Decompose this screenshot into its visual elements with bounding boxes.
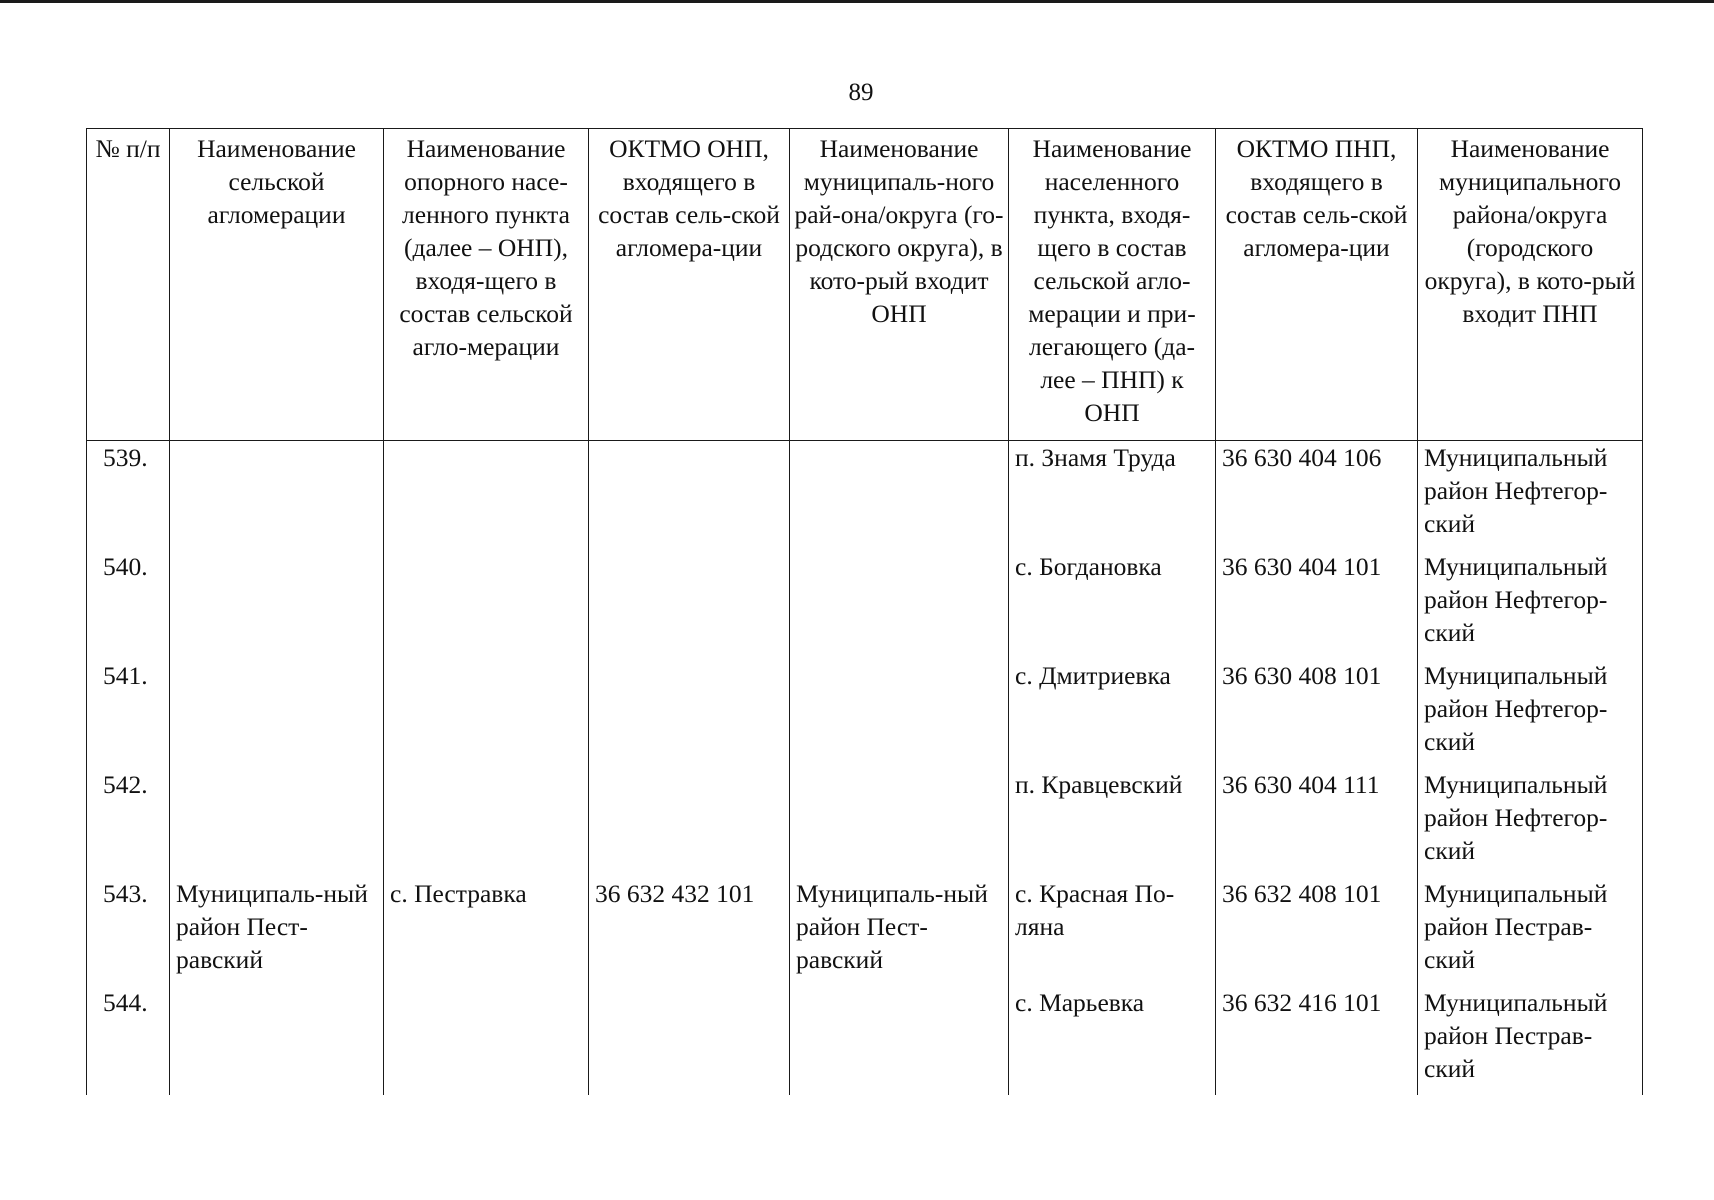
onp-oktmo-cell xyxy=(589,768,790,877)
pnp-oktmo-cell: 36 630 404 111 xyxy=(1216,768,1418,877)
onp-oktmo-cell xyxy=(589,550,790,659)
table-row xyxy=(87,768,1643,877)
pnp-name-cell: п. Кравцевский xyxy=(1009,768,1216,877)
row-number: 540. xyxy=(87,550,170,659)
agglomeration-cell xyxy=(170,550,384,659)
pnp-oktmo-cell: 36 630 404 101 xyxy=(1216,550,1418,659)
agglomeration-cell xyxy=(170,768,384,877)
column-header-pnp-name: Наименование населенного пункта, входя-щего в состав сельской агло-мерации и при-легающего (да-лее – ПНП) к ОНП xyxy=(1009,129,1216,441)
column-header-number: № п/п xyxy=(87,129,170,441)
column-header-pnp-oktmo: ОКТМО ПНП, входящего в состав сель-ской агломера-ции xyxy=(1216,129,1418,441)
onp-district-cell: Муниципаль-ный район Пест-равский xyxy=(790,877,1009,986)
row-number: 541. xyxy=(87,659,170,768)
pnp-name-cell: с. Марьевка xyxy=(1009,986,1216,1095)
pnp-oktmo-cell: 36 632 416 101 xyxy=(1216,986,1418,1095)
page-number: 89 xyxy=(848,79,874,106)
pnp-name-cell: с. Красная По-ляна xyxy=(1009,877,1216,986)
onp-district-cell xyxy=(790,550,1009,659)
column-header-agglomeration: Наименование сельской агломерации xyxy=(170,129,384,441)
table-row xyxy=(87,877,1643,986)
page-top-edge xyxy=(0,0,1714,3)
row-number: 543. xyxy=(87,877,170,986)
onp-name-cell xyxy=(384,659,589,768)
pnp-name-cell: с. Богдановка xyxy=(1009,550,1216,659)
header-row xyxy=(87,129,1643,441)
table-row xyxy=(87,550,1643,659)
pnp-district-cell: Муниципальный район Пестрав-ский xyxy=(1418,877,1643,986)
onp-name-cell xyxy=(384,441,589,551)
onp-district-cell xyxy=(790,441,1009,551)
onp-name-cell: с. Пестравка xyxy=(384,877,589,986)
pnp-district-cell: Муниципальный район Нефтегор-ский xyxy=(1418,768,1643,877)
agglomeration-table xyxy=(86,128,1643,1095)
onp-oktmo-cell: 36 632 432 101 xyxy=(589,877,790,986)
table-body xyxy=(87,441,1643,1096)
onp-district-cell xyxy=(790,768,1009,877)
row-number: 539. xyxy=(87,441,170,551)
pnp-name-cell: с. Дмитриевка xyxy=(1009,659,1216,768)
onp-name-cell xyxy=(384,768,589,877)
pnp-district-cell: Муниципальный район Нефтегор-ский xyxy=(1418,550,1643,659)
table-row xyxy=(87,986,1643,1095)
onp-oktmo-cell xyxy=(589,441,790,551)
column-header-onp-oktmo: ОКТМО ОНП, входящего в состав сель-ской агломера-ции xyxy=(589,129,790,441)
agglomeration-cell xyxy=(170,441,384,551)
agglomeration-cell xyxy=(170,986,384,1095)
pnp-district-cell: Муниципальный район Нефтегор-ский xyxy=(1418,441,1643,551)
agglomeration-cell: Муниципаль-ный район Пест-равский xyxy=(170,877,384,986)
pnp-oktmo-cell: 36 630 404 106 xyxy=(1216,441,1418,551)
onp-oktmo-cell xyxy=(589,659,790,768)
onp-name-cell xyxy=(384,986,589,1095)
table-row xyxy=(87,441,1643,551)
table-header xyxy=(87,129,1643,441)
pnp-district-cell: Муниципальный район Пестрав-ский xyxy=(1418,986,1643,1095)
column-header-onp-district: Наименование муниципаль-ного рай-она/округа (го-родского округа), в кото-рый входит ОНП xyxy=(790,129,1009,441)
column-header-onp-name: Наименование опорного насе-ленного пункта (далее – ОНП), входя-щего в состав сельской агло-мерации xyxy=(384,129,589,441)
table-row xyxy=(87,659,1643,768)
onp-name-cell xyxy=(384,550,589,659)
row-number: 544. xyxy=(87,986,170,1095)
pnp-name-cell: п. Знамя Труда xyxy=(1009,441,1216,551)
pnp-oktmo-cell: 36 632 408 101 xyxy=(1216,877,1418,986)
agglomeration-cell xyxy=(170,659,384,768)
row-number: 542. xyxy=(87,768,170,877)
column-header-pnp-district: Наименование муниципального района/округа (городского округа), в кото-рый входит ПНП xyxy=(1418,129,1643,441)
onp-district-cell xyxy=(790,986,1009,1095)
pnp-district-cell: Муниципальный район Нефтегор-ский xyxy=(1418,659,1643,768)
onp-oktmo-cell xyxy=(589,986,790,1095)
onp-district-cell xyxy=(790,659,1009,768)
pnp-oktmo-cell: 36 630 408 101 xyxy=(1216,659,1418,768)
